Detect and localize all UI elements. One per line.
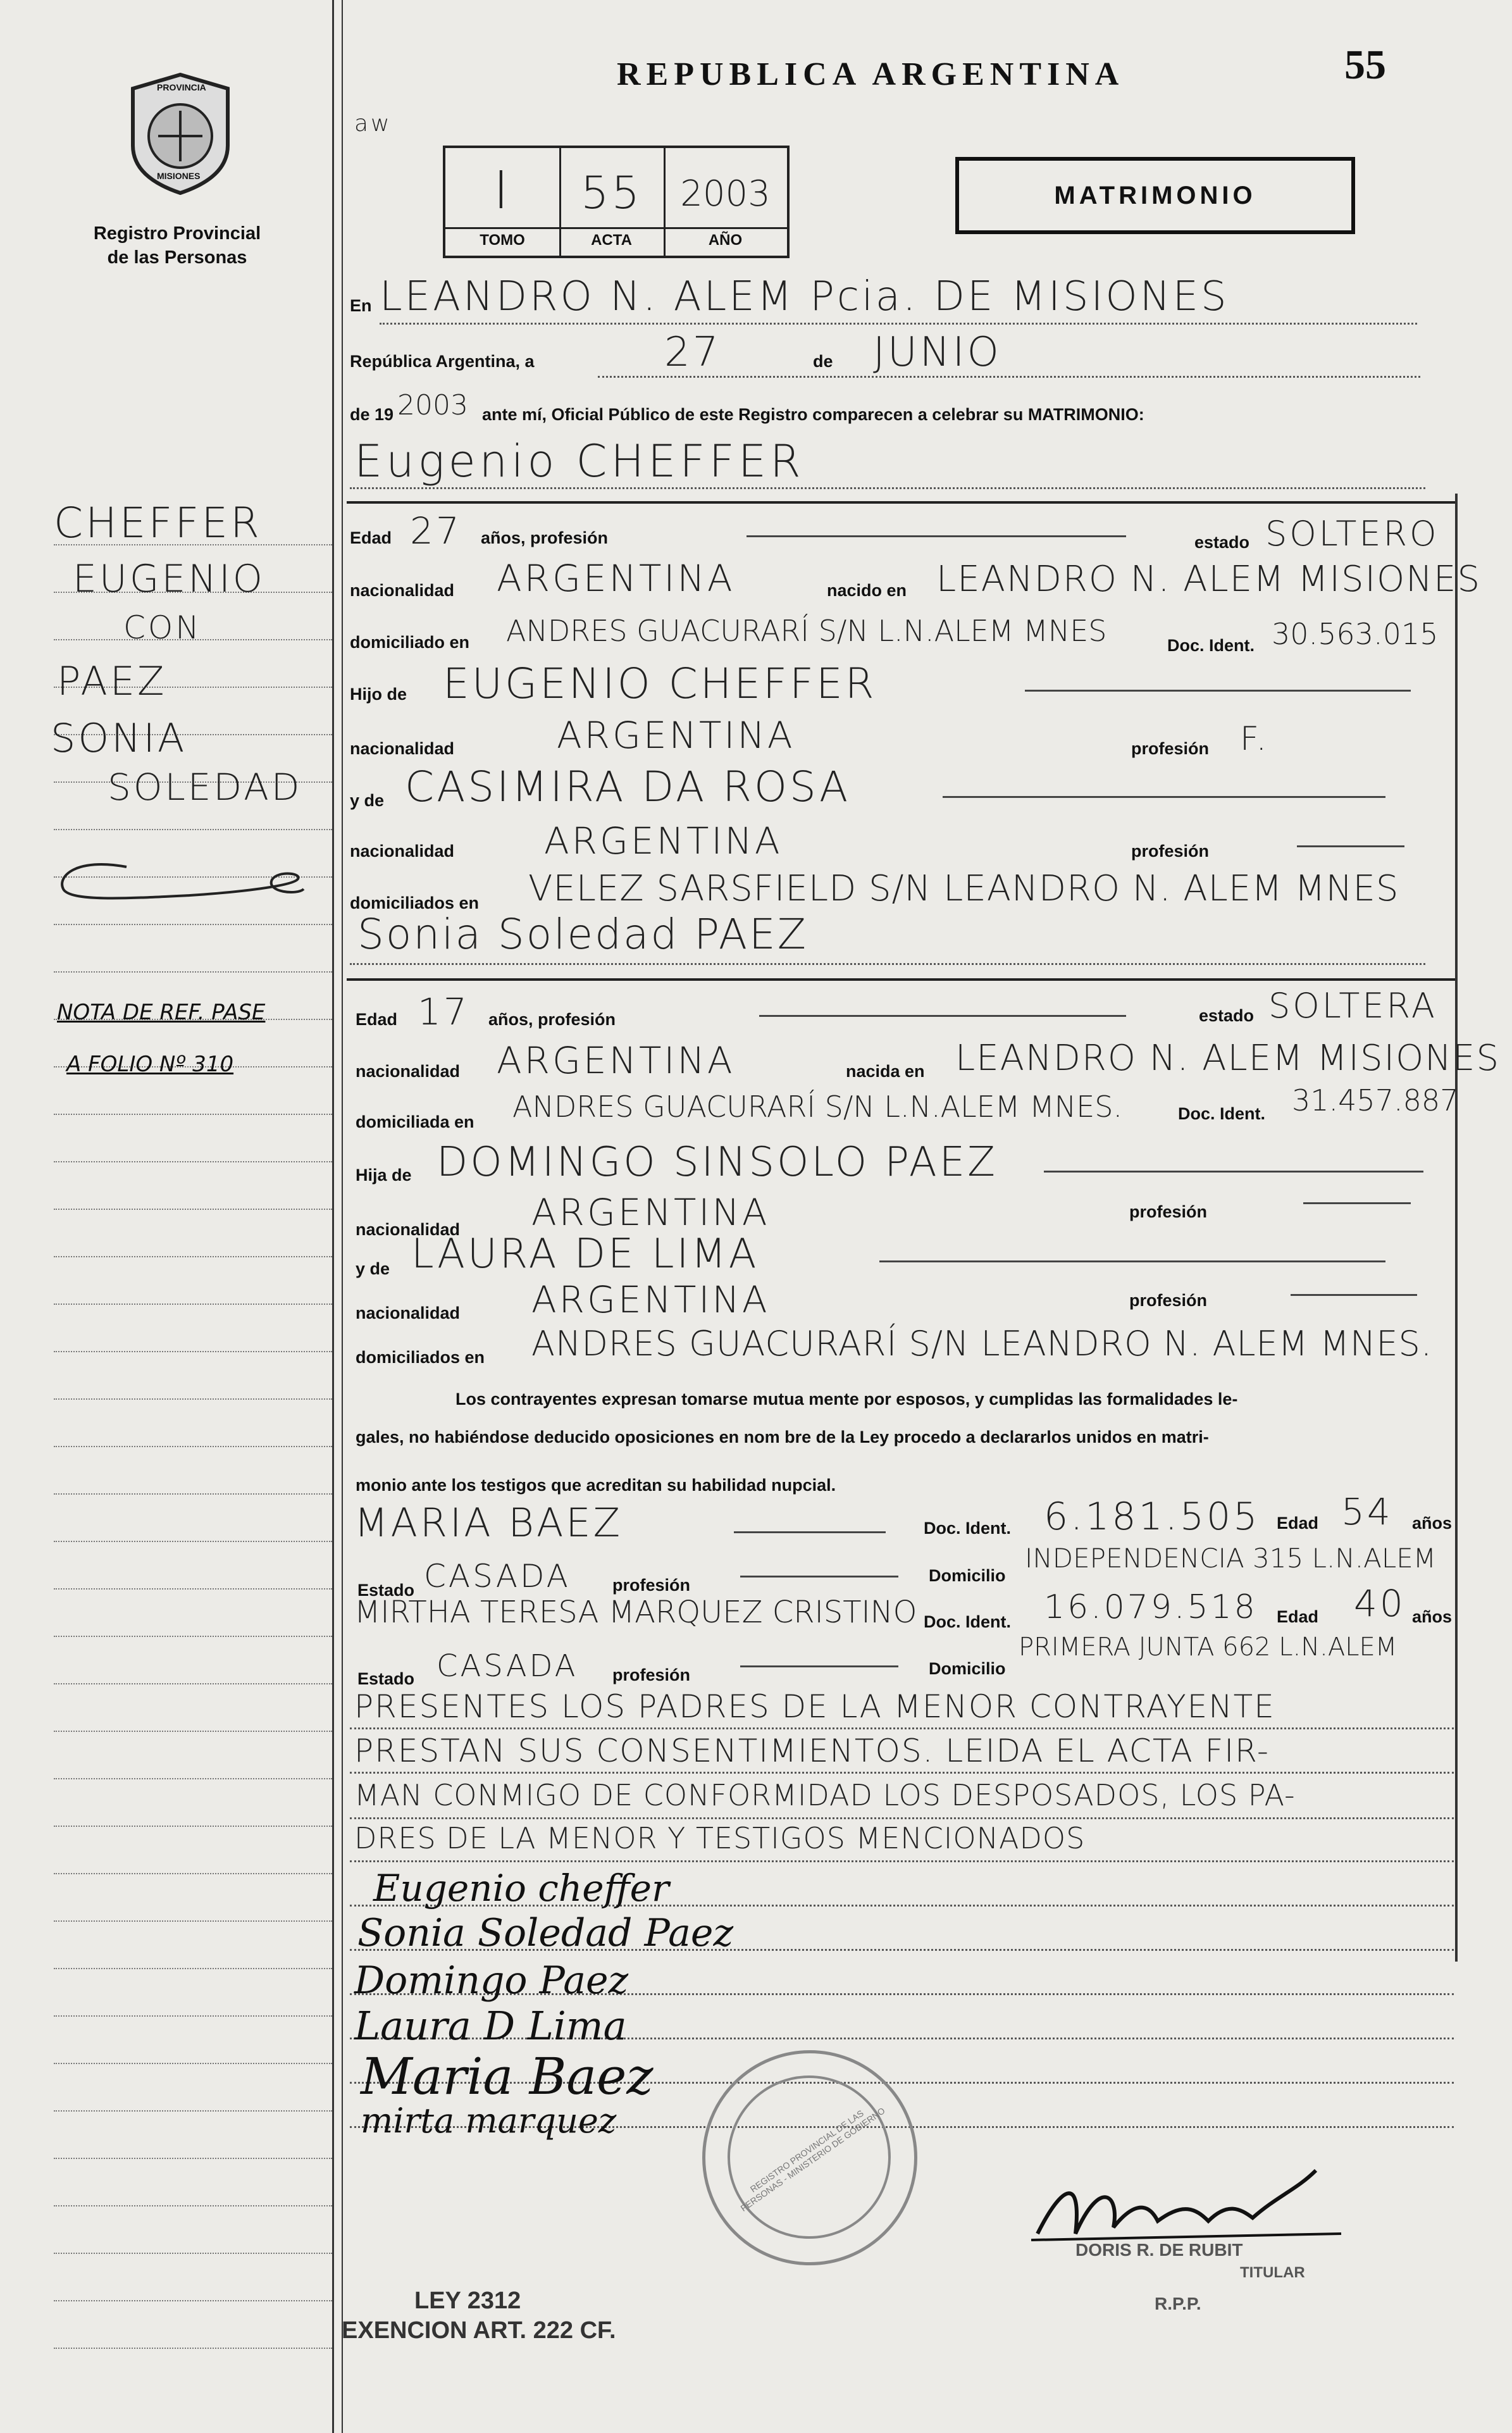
margin-note-1: NOTA DE REF. PASE: [57, 1000, 266, 1025]
notes-line-1: PRESENTES LOS PADRES DE LA MENOR CONTRAYENTE: [354, 1688, 1275, 1725]
bride-edad-value: 17: [418, 990, 469, 1033]
margin-rule-line: [54, 1351, 332, 1352]
bride-name-line: [350, 963, 1425, 965]
margin-groom-name: EUGENIO: [73, 557, 266, 601]
groom-nacionalidad-label: nacionalidad: [350, 581, 455, 600]
bride-section-top-rule: [347, 978, 1455, 981]
registry-name: [70, 221, 285, 270]
day-value: 27: [664, 329, 721, 376]
signature-groom: Eugenio cheffer: [373, 1867, 669, 1910]
bride-hija-label: Hija de: [356, 1166, 412, 1185]
margin-surname: CHEFFER: [54, 499, 262, 547]
margin-note-2: A FOLIO Nº 310: [66, 1052, 234, 1077]
groom-estado-value: SOLTERO: [1265, 514, 1439, 554]
groom-parents-dom-value: VELEZ SARSFIELD S/N LEANDRO N. ALEM MNES: [528, 868, 1399, 909]
en-label: En: [350, 296, 372, 315]
witness2-prof-label: profesión: [612, 1665, 691, 1684]
bride-mother-name: LAURA DE LIMA: [411, 1231, 759, 1278]
witness1-name-dash: [734, 1531, 886, 1533]
registry-line-2: de las Personas: [107, 247, 247, 268]
signature-witness-2: mirta marquez: [361, 2101, 617, 2141]
bride-mother-dash: [879, 1260, 1385, 1262]
margin-rule-line: [54, 1778, 332, 1779]
bride-anos-prof-label: años, profesión: [488, 1010, 616, 1029]
bride-father-prof-label: profesión: [1129, 1202, 1208, 1221]
margin-bride-second-name: SOLEDAD: [108, 766, 302, 809]
bride-estado-label: estado: [1199, 1006, 1255, 1025]
bride-edad-label: Edad: [356, 1010, 398, 1029]
margin-rule-line: [54, 1731, 332, 1732]
groom-nacido-label: nacido en: [827, 581, 907, 600]
margin-rule-line: [54, 1968, 332, 1969]
notes-line-4: DRES DE LA MENOR Y TESTIGOS MENCIONADOS: [354, 1821, 1086, 1855]
margin-rule-line: [54, 829, 332, 830]
ano-label: AÑO: [708, 232, 743, 249]
declaration-line-2: gales, no habiéndose deducido oposiciones en nom bre de la Ley procedo a declararlos unidos en matri-: [356, 1428, 1209, 1447]
notes-line-3: MAN CONMIGO DE CONFORMIDAD LOS DESPOSADOS, LOS PA-: [354, 1778, 1296, 1812]
act-number-box: [443, 146, 790, 258]
bride-mother-prof-label: profesión: [1129, 1291, 1208, 1310]
groom-doc-value: 30.563.015: [1272, 617, 1439, 651]
margin-rule-line: [54, 2348, 332, 2349]
groom-mother-nac-label: nacionalidad: [350, 842, 455, 861]
bride-nacida-value: LEANDRO N. ALEM MISIONES: [955, 1038, 1500, 1079]
registry-line-1: Registro Provincial: [93, 223, 261, 244]
groom-mother-nac-value: ARGENTINA: [544, 819, 783, 862]
margin-rule-line: [54, 1683, 332, 1684]
bride-mother-nac-label: nacionalidad: [356, 1304, 461, 1322]
groom-edad-label: Edad: [350, 528, 392, 547]
bride-nacionalidad-label: nacionalidad: [356, 1062, 461, 1081]
witness1-edad-label: Edad: [1277, 1514, 1319, 1533]
act-type-label: MATRIMONIO: [1054, 181, 1256, 209]
witness2-doc-label: Doc. Ident.: [924, 1612, 1012, 1631]
bride-domicilio-value: ANDRES GUACURARÍ S/N L.N.ALEM MNES.: [512, 1090, 1123, 1124]
margin-rule-line: [54, 1541, 332, 1542]
groom-domicilio-value: ANDRES GUACURARÍ S/N L.N.ALEM MNES: [506, 614, 1107, 648]
groom-section-top-rule: [347, 501, 1455, 504]
witness1-estado-value: CASADA: [424, 1558, 571, 1595]
witness1-dom-label: Domicilio: [929, 1566, 1006, 1585]
margin-rule-line: [54, 1114, 332, 1115]
witness2-dom-label: Domicilio: [929, 1659, 1006, 1678]
margin-rule-line: [54, 1826, 332, 1827]
place-dotted-line: [380, 323, 1417, 325]
margin-rule-line: [54, 924, 332, 925]
bride-mother-prof-dash: [1291, 1294, 1417, 1296]
margin-rule-line: [54, 1446, 332, 1447]
groom-anos-prof-label: años, profesión: [481, 528, 609, 547]
witness2-estado-value: CASADA: [437, 1648, 578, 1684]
bride-profesion-dash: [759, 1015, 1126, 1017]
groom-profesion-dash: [747, 535, 1126, 537]
seal-bottom-text: MISIONES: [157, 171, 201, 181]
bride-father-dash: [1044, 1171, 1423, 1173]
witness1-doc-label: Doc. Ident.: [924, 1519, 1012, 1538]
notes-rule-line: [350, 1727, 1454, 1729]
witness2-prof-dash: [740, 1665, 898, 1667]
witness1-estado-label: Estado: [357, 1581, 415, 1600]
groom-hijo-label: Hijo de: [350, 685, 407, 704]
groom-full-name: Eugenio CHEFFER: [354, 435, 805, 487]
exencion-label: EXENCION ART. 222 CF.: [342, 2317, 616, 2344]
groom-mother-dash: [943, 796, 1385, 798]
groom-estado-label: estado: [1194, 533, 1250, 552]
groom-father-nac-label: nacionalidad: [350, 739, 455, 758]
margin-rule-line: [54, 1256, 332, 1257]
witness1-prof-label: profesión: [612, 1576, 691, 1595]
margin-rule-line: [54, 1873, 332, 1874]
margin-rule-line: [54, 1493, 332, 1495]
notes-rule-line: [350, 1817, 1454, 1819]
officer-title: TITULAR: [1240, 2264, 1305, 2281]
witness1-edad-value: 54: [1341, 1490, 1393, 1533]
margin-rule-line: [54, 2063, 332, 2064]
tomo-label: TOMO: [480, 232, 525, 249]
margin-con: CON: [123, 609, 202, 646]
groom-parents-dom-label: domiciliados en: [350, 893, 480, 912]
groom-father-nac-value: ARGENTINA: [557, 714, 795, 757]
declaration-line-3: monio ante los testigos que acreditan su habilidad nupcial.: [356, 1476, 836, 1495]
margin-rule-line: [54, 1636, 332, 1637]
groom-doc-label: Doc. Ident.: [1167, 636, 1255, 655]
year-value: 2003: [397, 389, 468, 421]
handwritten-note: aw: [354, 111, 392, 137]
ante-text: ante mí, Oficial Público de este Registro comparecen a celebrar su MATRIMONIO:: [482, 405, 1144, 424]
groom-mother-prof-label: profesión: [1131, 842, 1210, 861]
bride-estado-value: SOLTERA: [1268, 986, 1437, 1026]
bride-parents-dom-label: domiciliados en: [356, 1348, 485, 1367]
tomo-value: I: [493, 161, 512, 221]
bride-father-name: DOMINGO SINSOLO PAEZ: [437, 1139, 998, 1186]
seal-text: REGISTRO PROVINCIAL DE LAS PERSONAS - MINISTERIO DE GOBIERNO: [738, 2105, 887, 2213]
rpp-label: R.P.P.: [1155, 2294, 1201, 2313]
date-dotted-line: [598, 376, 1420, 378]
notes-rule-line: [350, 1772, 1454, 1774]
margin-closing-flourish: [51, 851, 310, 914]
groom-mother-name: CASIMIRA DA ROSA: [405, 762, 851, 811]
act-box-divider: [445, 227, 787, 229]
de-label: de: [813, 352, 833, 371]
margin-rule-line: [54, 2300, 332, 2301]
groom-father-dash: [1025, 690, 1411, 692]
bride-mother-label: y de: [356, 1259, 390, 1278]
groom-mother-label: y de: [350, 791, 385, 810]
witness2-anos-label: años: [1412, 1607, 1453, 1626]
notes-line-2: PRESTAN SUS CONSENTIMIENTOS. LEIDA EL ACTA FIR-: [354, 1733, 1270, 1769]
signature-bride: Sonia Soledad Paez: [357, 1911, 734, 1955]
bride-domicilio-label: domiciliada en: [356, 1112, 474, 1131]
bride-father-nac-value: ARGENTINA: [531, 1191, 770, 1234]
bride-nacida-label: nacida en: [846, 1062, 925, 1081]
bride-father-prof-dash: [1303, 1202, 1411, 1204]
groom-father-prof-value: F.: [1240, 720, 1270, 758]
officer-stamp-name: DORIS R. DE RUBIT: [1075, 2240, 1243, 2260]
groom-nacionalidad-value: ARGENTINA: [497, 557, 735, 600]
witness2-edad-label: Edad: [1277, 1607, 1319, 1626]
ley-label: LEY 2312: [414, 2287, 521, 2314]
margin-rule-line: [54, 1209, 332, 1210]
bride-full-name: Sonia Soledad PAEZ: [357, 910, 808, 959]
margin-rule-line: [54, 2110, 332, 2112]
margin-bride-surname: PAEZ: [57, 658, 167, 704]
margin-rule-line: [54, 2253, 332, 2254]
left-column-rule: [332, 0, 334, 2433]
left-column-rule-inner: [342, 0, 343, 2433]
groom-edad-value: 27: [410, 509, 462, 552]
margin-rule-line: [54, 2015, 332, 2017]
margin-rule-line: [54, 1588, 332, 1590]
witness2-name: MIRTHA TERESA MARQUEZ CRISTINO: [354, 1595, 917, 1630]
witness2-edad-value: 40: [1354, 1582, 1406, 1625]
bride-parents-dom-value: ANDRES GUACURARÍ S/N LEANDRO N. ALEM MNES.: [531, 1324, 1432, 1364]
country-title: REPUBLICA ARGENTINA: [617, 56, 1125, 92]
groom-domicilio-label: domiciliado en: [350, 633, 470, 652]
groom-father-prof-label: profesión: [1131, 739, 1210, 758]
groom-nacido-value: LEANDRO N. ALEM MISIONES: [936, 559, 1481, 600]
margin-rule-line: [54, 1304, 332, 1305]
provincial-seal-logo: [120, 70, 240, 196]
bride-father-nac-label: nacionalidad: [356, 1220, 461, 1239]
acta-value: 55: [580, 167, 643, 219]
bride-nacionalidad-value: ARGENTINA: [497, 1039, 735, 1082]
declaration-line-1: Los contrayentes expresan tomarse mutua mente por esposos, y cumplidas las formalidades le-: [455, 1390, 1238, 1409]
margin-rule-line: [54, 2158, 332, 2159]
groom-father-name: EUGENIO CHEFFER: [443, 659, 877, 708]
bride-doc-label: Doc. Ident.: [1178, 1104, 1266, 1123]
official-round-seal: [702, 2050, 917, 2265]
witness1-prof-dash: [740, 1576, 898, 1577]
de19-label: de 19: [350, 405, 394, 424]
right-border: [1455, 494, 1458, 1962]
place-value: LEANDRO N. ALEM Pcia. DE MISIONES: [380, 273, 1229, 320]
margin-rule-line: [54, 2205, 332, 2206]
witness1-dom-value: INDEPENDENCIA 315 L.N.ALEM: [1025, 1543, 1436, 1574]
margin-rule-line: [54, 1398, 332, 1400]
notes-rule-line: [350, 1860, 1454, 1862]
margin-bride-name: SONIA: [51, 715, 187, 761]
acta-label: ACTA: [591, 232, 632, 249]
witness1-doc-value: 6.181.505: [1044, 1495, 1260, 1539]
bride-doc-value: 31.457.887: [1292, 1083, 1459, 1117]
groom-name-line: [350, 487, 1425, 489]
witness2-doc-value: 16.079.518: [1044, 1588, 1258, 1626]
page-number: 55: [1344, 42, 1386, 88]
republica-label: República Argentina, a: [350, 352, 535, 371]
signature-bride-father: Domingo Paez: [354, 1958, 629, 2003]
margin-rule-line: [54, 971, 332, 973]
ano-value: 2003: [680, 173, 771, 215]
act-type-box: [955, 157, 1355, 234]
seal-top-text: PROVINCIA: [157, 82, 206, 92]
witness1-anos-label: años: [1412, 1514, 1453, 1533]
witness2-estado-label: Estado: [357, 1669, 415, 1688]
signature-witness-1: Maria Baez: [361, 2047, 654, 2106]
margin-rule-line: [54, 1920, 332, 1922]
month-value: JUNIO: [873, 329, 1001, 376]
signature-bride-mother: Laura D Lima: [354, 2003, 627, 2049]
bride-mother-nac-value: ARGENTINA: [531, 1278, 770, 1321]
groom-mother-prof-dash: [1297, 845, 1404, 847]
witness1-name: MARIA BAEZ: [354, 1500, 623, 1546]
margin-rule-line: [54, 1161, 332, 1162]
witness2-dom-value: PRIMERA JUNTA 662 L.N.ALEM: [1019, 1633, 1397, 1662]
